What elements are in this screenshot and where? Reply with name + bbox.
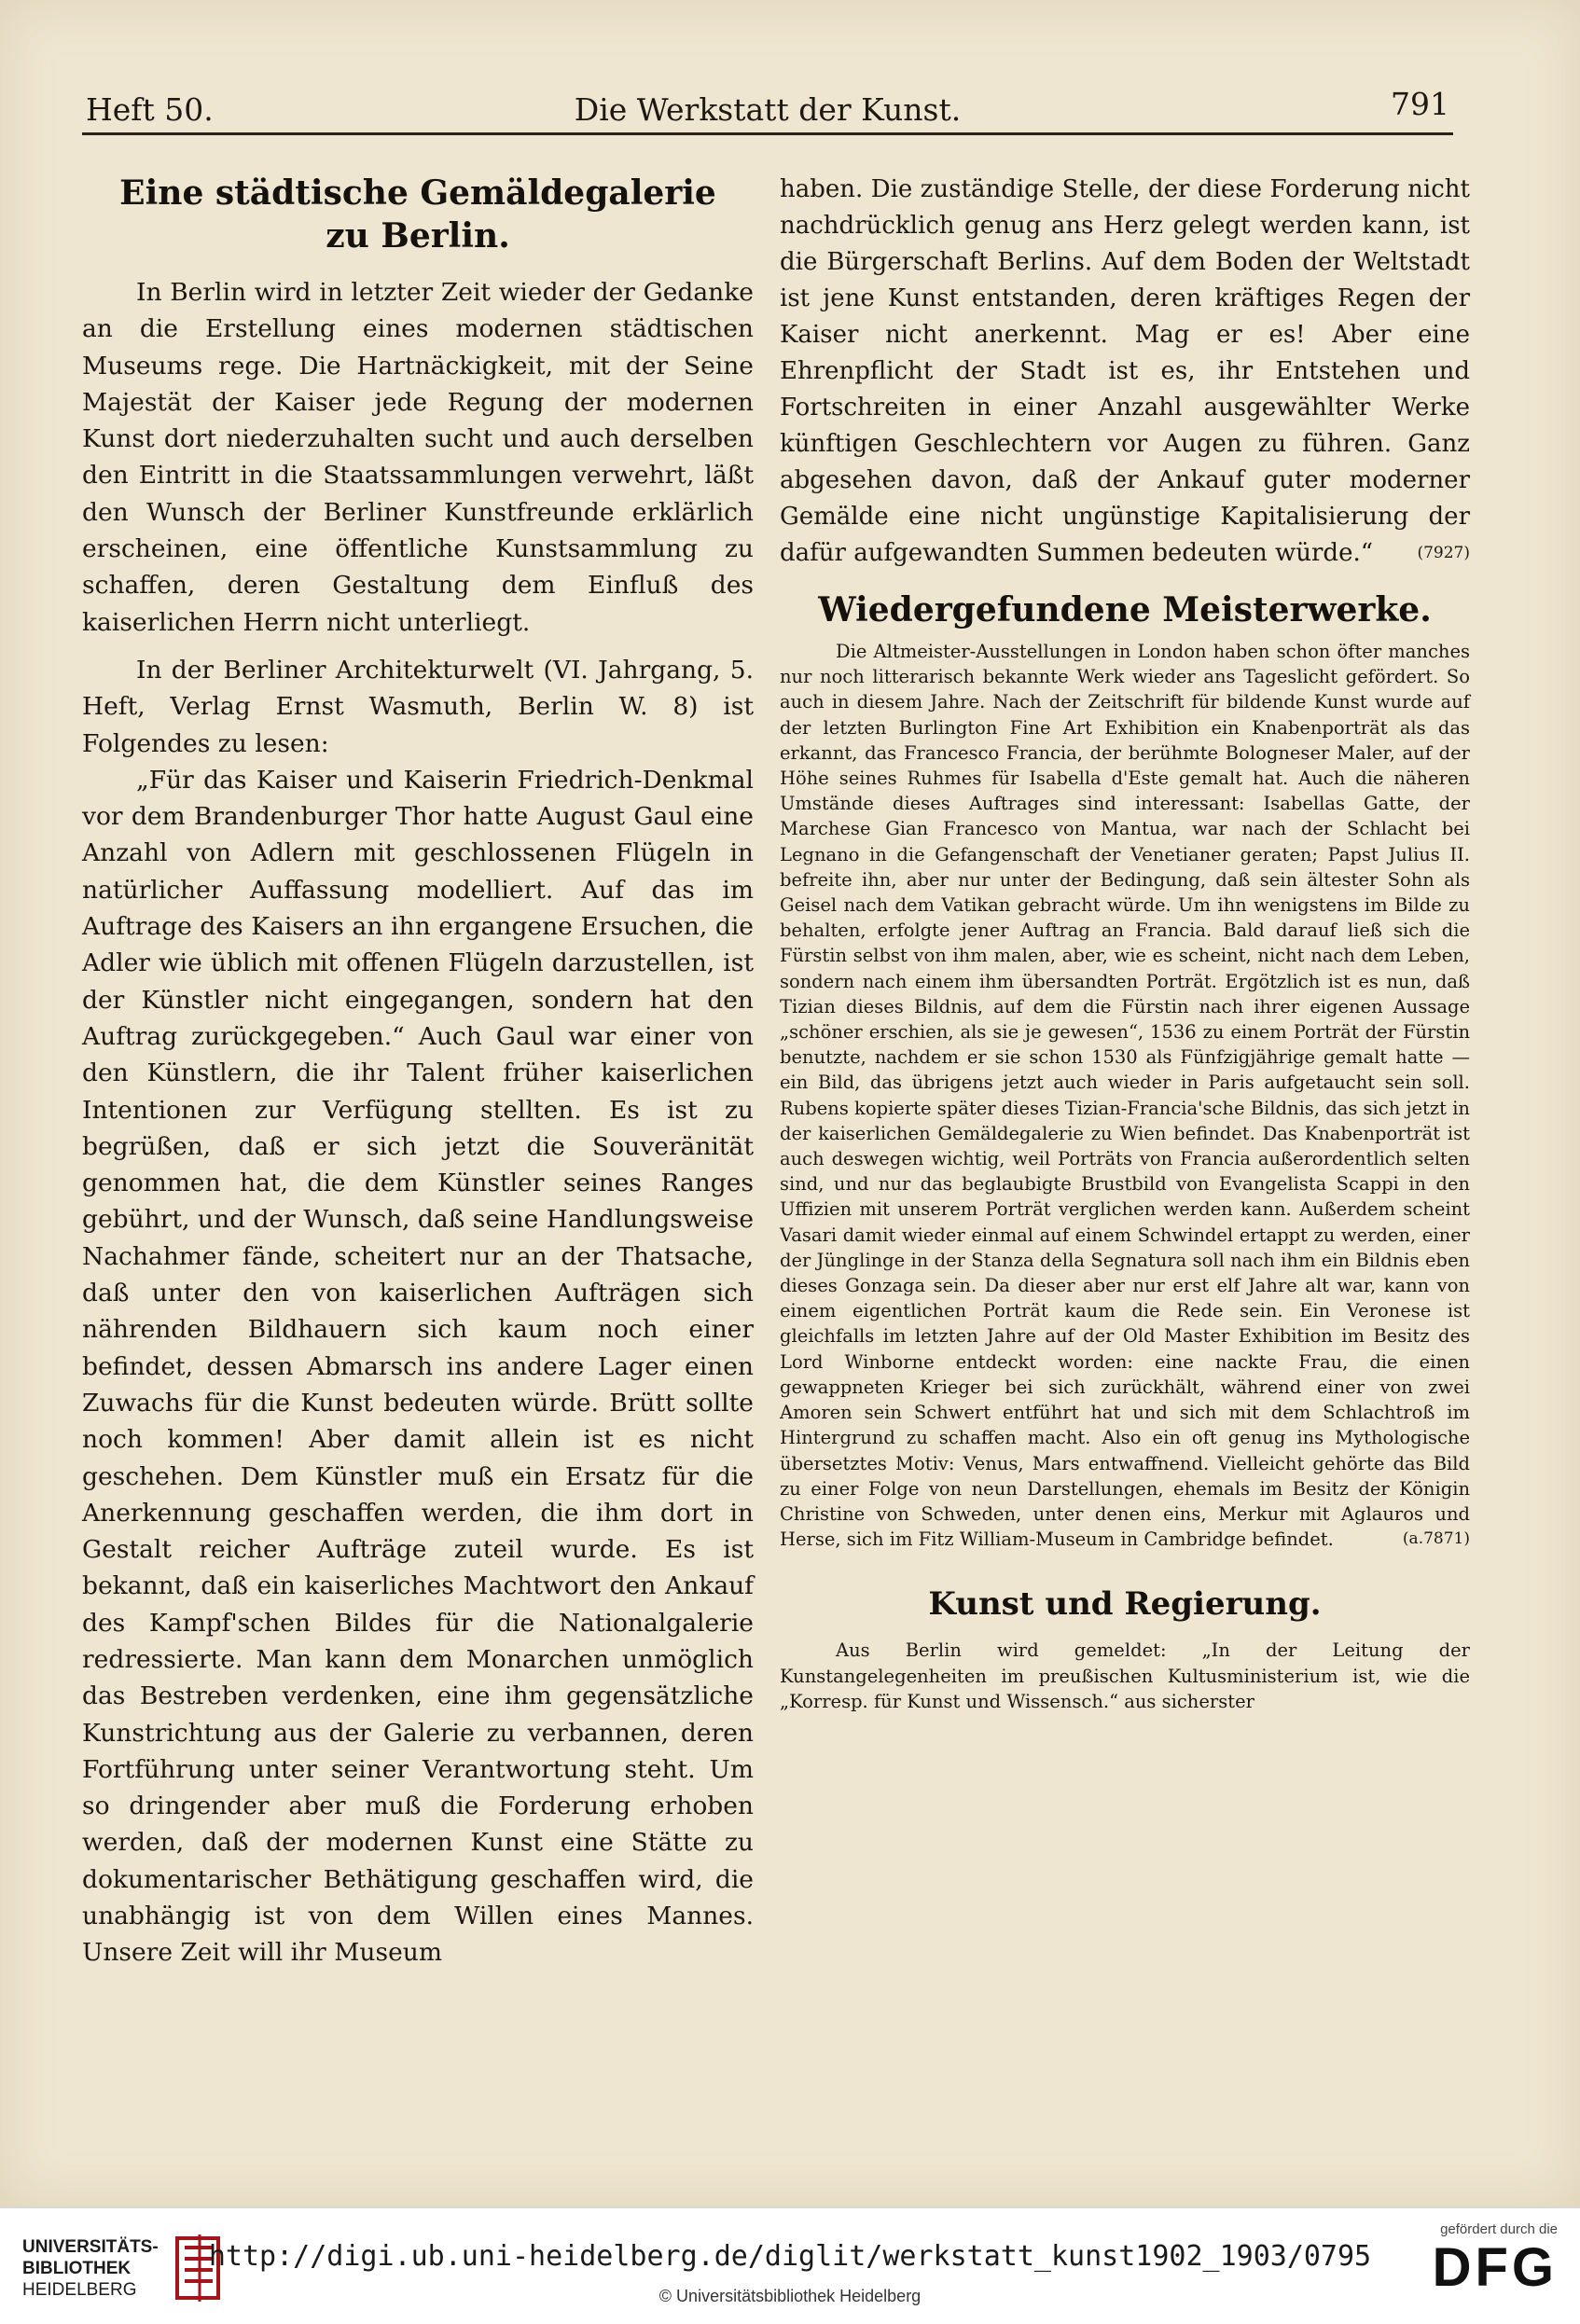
permalink-url[interactable]: http://digi.ub.uni-heidelberg.de/diglit/werkstatt_kunst1902_1903/0795 (208, 2240, 1372, 2273)
left-column (82, 172, 754, 1971)
page-number: 791 (1391, 86, 1449, 122)
paragraph-text: haben. Die zuständige Stelle, der diese Forderung nicht nachdrücklich genug ans Herz gelegt werden kann, ist die Bürgerschaft Berlins. Auf dem Boden der Weltstadt ist jene Kunst entstanden, deren kräftiges Regen der Kaiser nicht anerkennt. Mag er es! Aber eine Ehrenpflicht der Stadt ist es, ihr Entstehen und Fortschreiten in einer Anzahl ausgewählter Werke künftigen Geschlechtern vor Augen zu führen. Ganz abgesehen davon, daß der Ankauf guter moderner Gemälde eine nicht ungünstige Kapitalisierung der dafür aufgewandten Summen bedeuten würde.“ (780, 175, 1470, 567)
article-code: (7927) (1417, 544, 1470, 562)
running-header (82, 86, 1453, 135)
article-title-line1: Eine städtische Gemäldegalerie (119, 173, 716, 213)
paragraph: „Für das Kaiser und Kaiserin Friedrich-Denkmal vor dem Brandenburger Thor hatte August Gaul eine Anzahl von Adlern mit geschlossenen Flügeln in natürlicher Auffassung modelliert. Auf das im Auftrage des Kaisers an ihn ergangene Ersuchen, die Adler wie üblich mit offenen Flügeln darzustellen, ist der Künstler nicht eingegangen, sondern hat den Auftrag zurückgegeben.“ Auch Gaul war einer von den Künstlern, die ihr Talent früher kaiserlichen Intentionen zur Verfügung stellten. Es ist zu begrüßen, daß er sich jetzt die Souveränität genommen hat, die dem Künstler seines Ranges gebührt, und der Wunsch, daß seine Handlungsweise Nachahmer fände, scheitert nur an der Thatsache, daß unter den von kaiserlichen Aufträgen sich nährenden Bildhauern sich kaum noch einer befindet, dessen Abmarsch ins andere Lager einen Zuwachs für die Kunst bedeuten würde. Brütt sollte noch kommen! Aber damit allein ist es nicht geschehen. Dem Künstler muß ein Ersatz für die Anerkennung geschaffen werden, die ihm dort in Gestalt reicher Aufträge zuteil wurde. Es ist bekannt, daß ein kaiserliches Machtwort den Ankauf des Kampf'schen Bildes für die Nationalgalerie redressierte. Man kann dem Monarchen unmöglich das Bestreben verdenken, eine ihm gegensätzliche Kunstrichtung aus der Galerie zu verbannen, deren Fortführung unter seiner Verantwortung steht. Um so dringender aber muß die Forderung erhoben werden, daß der modernen Kunst eine Stätte zu dokumentarischer Bethätigung geschaffen wird, die unabhängig ist von dem Willen eines Mannes. Unsere Zeit will ihr Museum (82, 765, 754, 1968)
paragraph: In Berlin wird in letzter Zeit wieder der Gedanke an die Erstellung eines modernen städtischen Museums rege. Die Hartnäckigkeit, mit der Seine Majestät der Kaiser jede Regung der modernen Kunst dort niederzuhalten sucht und auch derselben den Eintritt in die Staatssammlungen verwehrt, läßt den Wunsch der Berliner Kunstfreunde erklärlich erscheinen, eine öffentliche Kunstsammlung zu schaffen, deren Gestaltung dem Einfluß des kaiserlichen Herrn nicht unterliegt. (82, 278, 754, 637)
paragraph (780, 639, 1470, 1552)
sponsor-note: gefördert durch die (1440, 2221, 1558, 2237)
issue-number: Heft 50. (86, 91, 214, 128)
library-name-line: UNIVERSITÄTS- (22, 2237, 159, 2257)
copyright-notice: © Universitätsbibliothek Heidelberg (658, 2287, 922, 2305)
sponsor-block (1371, 2221, 1558, 2315)
digitization-footer (0, 2206, 1580, 2324)
paragraph: In der Berliner Architekturwelt (VI. Jahrgang, 5. Heft, Verlag Ernst Wasmuth, Berlin W. 8) ist Folgendes zu lesen: (82, 655, 754, 758)
article-title-line2: zu Berlin. (326, 216, 510, 256)
right-column (780, 172, 1470, 1714)
article-code: (a.7871) (1402, 1529, 1470, 1549)
paragraph-text: Die Altmeister-Ausstellungen in London haben schon öfter manches nur noch litterarisch bekannte Werk wieder ans Tageslicht gefördert. So auch in diesem Jahre. Nach der Zeitschrift für bildende Kunst wurde auf der letzten Burlington Fine Art Exhibition ein Knabenporträt als das erkannt, das Francesco Francia, der berühmte Bologneser Maler, auf der Höhe seines Ruhmes für Isabella d'Este gemalt hat. Auch die näheren Umstände dieses Auftrages sind interessant: Isabellas Gatte, der Marchese Gian Francesco von Mantua, war nach der Schlacht bei Legnano in die Gefangenschaft der Venetianer geraten; Papst Julius II. befreite ihn, aber nur unter der Bedingung, daß sein ältester Sohn als Geisel nach dem Vatikan gebracht würde. Um ihn wenigstens im Bilde zu behalten, erfolgte jener Auftrag an Francia. Bald darauf ließ sich die Fürstin selbst von ihm malen, aber, wie es scheint, nicht nach dem Leben, sondern nach einem ihm übersandten Porträt. Ergötzlich ist es nun, daß Tizian dieses Bildnis, auf dem die Fürstin nach ihrer eigenen Aussage „schöner erschien, als sie je gewesen“, 1536 zu einem Porträt der Fürstin benutzte, nachdem er sie schon 1530 als Fünfzigjährige gemalt hatte — ein Bild, das übrigens jetzt auch wieder in Paris aufgetaucht sein soll. Rubens kopierte später dieses Tizian-Francia'sche Bildnis, das sich jetzt in der kaiserlichen Gemäldegalerie zu Wien befindet. Das Knabenporträt ist auch deswegen wichtig, weil Porträts von Francia außerordentlich selten sind, und nur das beglaubigte Brustbild von Evangelista Scappi in den Uffizien mit unserem Porträt verglichen werden kann. Außerdem scheint Vasari damit wieder einmal auf einem Schwindel ertappt zu werden, einer der Jünglinge in der Stanza della Segnatura soll nach ihm ein Bildnis eben dieses Gonzaga sein. Da dieser aber nur erst elf Jahre alt war, kann von einem eigentlichen Porträt kaum die Rede sein. Ein Veronese ist gleichfalls im letzten Jahre auf der Old Master Exhibition im Besitz des Lord Winborne entdeckt worden: eine nackte Frau, die einen gewappneten Krieger bei sich zurückhält, während einer von zwei Amoren sein Schwert entführt hat und sich mit dem Schlachtroß im Hintergrund zu schaffen macht. Also ein oft genug ins Mythologische übersetztes Motiv: Venus, Mars entwaffnend. Vielleicht gehörte das Bild zu einer Folge von neun Darstellungen, ehemals im Besitz der Königin Christine von Schweden, unter denen eins, Merkur mit Aglauros und Herse, sich im Fitz William-Museum in Cambridge befindet. (780, 641, 1470, 1551)
library-name-line: BIBLIOTHEK (22, 2259, 132, 2278)
dfg-logo[interactable]: DFG (1432, 2237, 1558, 2298)
paragraph-continued (780, 172, 1470, 572)
article-title: Wiedergefundene Meisterwerke. (818, 590, 1432, 629)
library-name-line: HEIDELBERG (22, 2280, 137, 2300)
paragraph: Aus Berlin wird gemeldet: „In der Leitung der Kunstangelegenheiten im preußischen Kultusministerium ist, wie die „Korresp. für Kunst und Wissensch.“ aus sicherster (780, 1639, 1470, 1712)
article-title: Kunst und Regierung. (928, 1585, 1322, 1624)
journal-title: Die Werkstatt der Kunst. (574, 91, 962, 128)
